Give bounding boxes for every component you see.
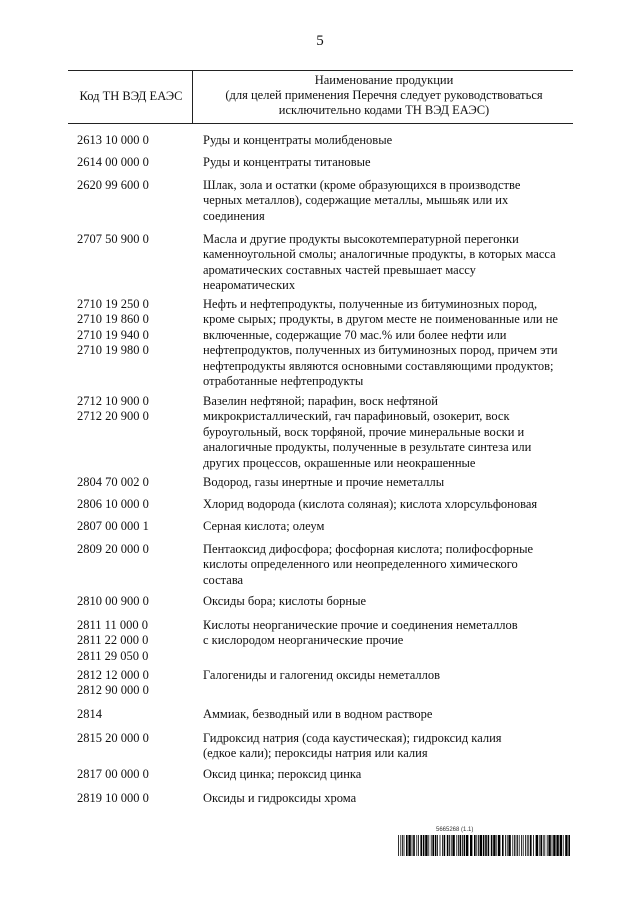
product-name-line: каменноугольной смолы; аналогичные продукты, в которых масса [203,247,556,262]
product-name-line: буроугольный, воск торфяной, прочие минеральные воски и [203,424,525,439]
hs-code-cell [77,618,187,664]
hs-code: 2710 19 250 0 [77,297,149,311]
product-name-cell [203,542,575,588]
product-name-cell [203,394,575,471]
product-name-cell [203,519,575,534]
header-column-divider [192,70,193,123]
hs-code-cell [77,519,187,534]
product-name-line: ароматических составных частей превышает массу [203,262,476,277]
hs-code: 2804 70 002 0 [77,475,149,489]
hs-code-cell [77,232,187,247]
product-name-line: черных металлов), содержащие металлы, мышьяк или их [203,193,509,208]
product-name-line: отработанные нефтепродукты [203,374,364,389]
product-name-cell [203,618,575,649]
product-name-line: включенные, содержащие 70 мас.% или более нефти или [203,327,507,342]
hs-code-cell [77,594,187,609]
hs-code-cell [77,297,187,359]
hs-code-cell [77,731,187,746]
product-name-line: с кислородом неорганические прочие [203,633,404,648]
product-name-line: Гидроксид натрия (сода каустическая); гидроксид калия [203,731,502,745]
product-name-line: Оксиды бора; кислоты борные [203,594,367,608]
product-name-line: других процессов, окрашенные или неокрашенные [203,455,476,470]
product-name-line: Руды и концентраты титановые [203,155,371,169]
hs-code: 2814 [77,707,102,721]
hs-code-cell [77,497,187,512]
product-name-line: Аммиак, безводный или в водном растворе [203,707,433,721]
product-name-cell [203,767,575,782]
product-name-line: Руды и концентраты молибденовые [203,133,393,147]
product-name-line: Масла и другие продукты высокотемпературной перегонки [203,232,519,246]
product-name-line: Кислоты неорганические прочие и соединения неметаллов [203,618,518,632]
hs-code: 2809 20 000 0 [77,542,149,556]
product-name-line: Хлорид водорода (кислота соляная); кислота хлорсульфоновая [203,497,538,511]
hs-code-cell [77,707,187,722]
product-name-line: нефтепродуктов, полученных из битуминозных пород, причем эти [203,343,558,358]
product-name-line: Галогениды и галогенид оксиды неметаллов [203,668,441,682]
product-name-line: кислоты определенного или неопределенного химического [203,557,518,572]
hs-code: 2707 50 900 0 [77,232,149,246]
hs-code: 2710 19 860 0 [77,312,149,327]
product-name-line: микрокристаллический, гач парафиновый, озокерит, воск [203,409,510,424]
product-name-cell [203,731,575,762]
product-name-line: Оксид цинка; пероксид цинка [203,767,362,781]
product-name-line: Пентаоксид дифосфора; фосфорная кислота; полифосфорные [203,542,534,556]
hs-code: 2710 19 940 0 [77,327,149,342]
document-stamp-number: 5665268 (1.1) [436,827,474,833]
hs-code: 2613 10 000 0 [77,133,149,147]
hs-code: 2811 22 000 0 [77,633,149,648]
product-name-line: Вазелин нефтяной; парафин, воск нефтяной [203,394,438,408]
product-name-line: нефтепродукты являются основными составляющими продуктов; [203,358,554,373]
hs-code-cell [77,178,187,193]
hs-code: 2811 11 000 0 [77,618,148,632]
product-name-cell [203,133,575,148]
hs-code: 2812 12 000 0 [77,668,149,682]
product-name-line: соединения [203,208,265,223]
product-name-line: Нефть и нефтепродукты, полученные из битуминозных пород, [203,297,538,311]
header-name-line: (для целей применения Перечня следует руководствоваться [225,88,543,102]
product-name-line: неароматических [203,278,296,293]
hs-code: 2819 10 000 0 [77,791,149,805]
hs-code-cell [77,668,187,699]
hs-code-cell [77,394,187,425]
product-name-cell [203,497,575,512]
barcode-image [398,835,570,856]
product-name-cell [203,707,575,722]
table-top-rule [68,70,573,71]
product-name-line: (едкое кали); пероксиды натрия или калия [203,746,428,761]
header-name-line: исключительно кодами ТН ВЭД ЕАЭС) [278,103,490,117]
header-name-line: Наименование продукции [314,73,454,87]
hs-code-cell [77,133,187,148]
product-name-line: состава [203,572,244,587]
hs-code: 2712 10 900 0 [77,394,149,408]
product-name-line: кроме сырых; продукты, в другом месте не поименованные или не [203,312,558,327]
hs-code: 2817 00 000 0 [77,767,149,781]
hs-code: 2614 00 000 0 [77,155,149,169]
product-name-line: аналогичные продукты, полученные в результате синтеза или [203,440,532,455]
hs-code: 2620 99 600 0 [77,178,149,192]
product-name-cell [203,791,575,806]
hs-code: 2811 29 050 0 [77,648,149,663]
hs-code: 2712 20 900 0 [77,409,149,424]
product-name-cell [203,232,575,294]
product-name-line: Водород, газы инертные и прочие неметаллы [203,475,445,489]
product-name-cell [203,475,575,490]
product-name-cell [203,668,575,683]
hs-code: 2807 00 000 1 [77,519,149,533]
product-name-line: Серная кислота; олеум [203,519,325,533]
hs-code: 2710 19 980 0 [77,343,149,358]
hs-code-cell [77,155,187,170]
hs-code-cell [77,542,187,557]
product-name-cell [203,594,575,609]
product-name-cell [203,178,575,224]
product-name-line: Оксиды и гидроксиды хрома [203,791,357,805]
product-name-cell [203,297,575,389]
page-number: 5 [316,33,324,49]
table-header-rule [68,123,573,124]
hs-code-cell [77,475,187,490]
hs-code: 2806 10 000 0 [77,497,149,511]
product-name-line: Шлак, зола и остатки (кроме образующихся в производстве [203,178,521,192]
header-code-label: Код ТН ВЭД ЕАЭС [79,89,183,103]
hs-code-cell [77,791,187,806]
hs-code: 2812 90 000 0 [77,683,149,698]
hs-code: 2815 20 000 0 [77,731,149,745]
hs-code-cell [77,767,187,782]
product-name-cell [203,155,575,170]
header-name-label [196,73,572,118]
hs-code: 2810 00 900 0 [77,594,149,608]
